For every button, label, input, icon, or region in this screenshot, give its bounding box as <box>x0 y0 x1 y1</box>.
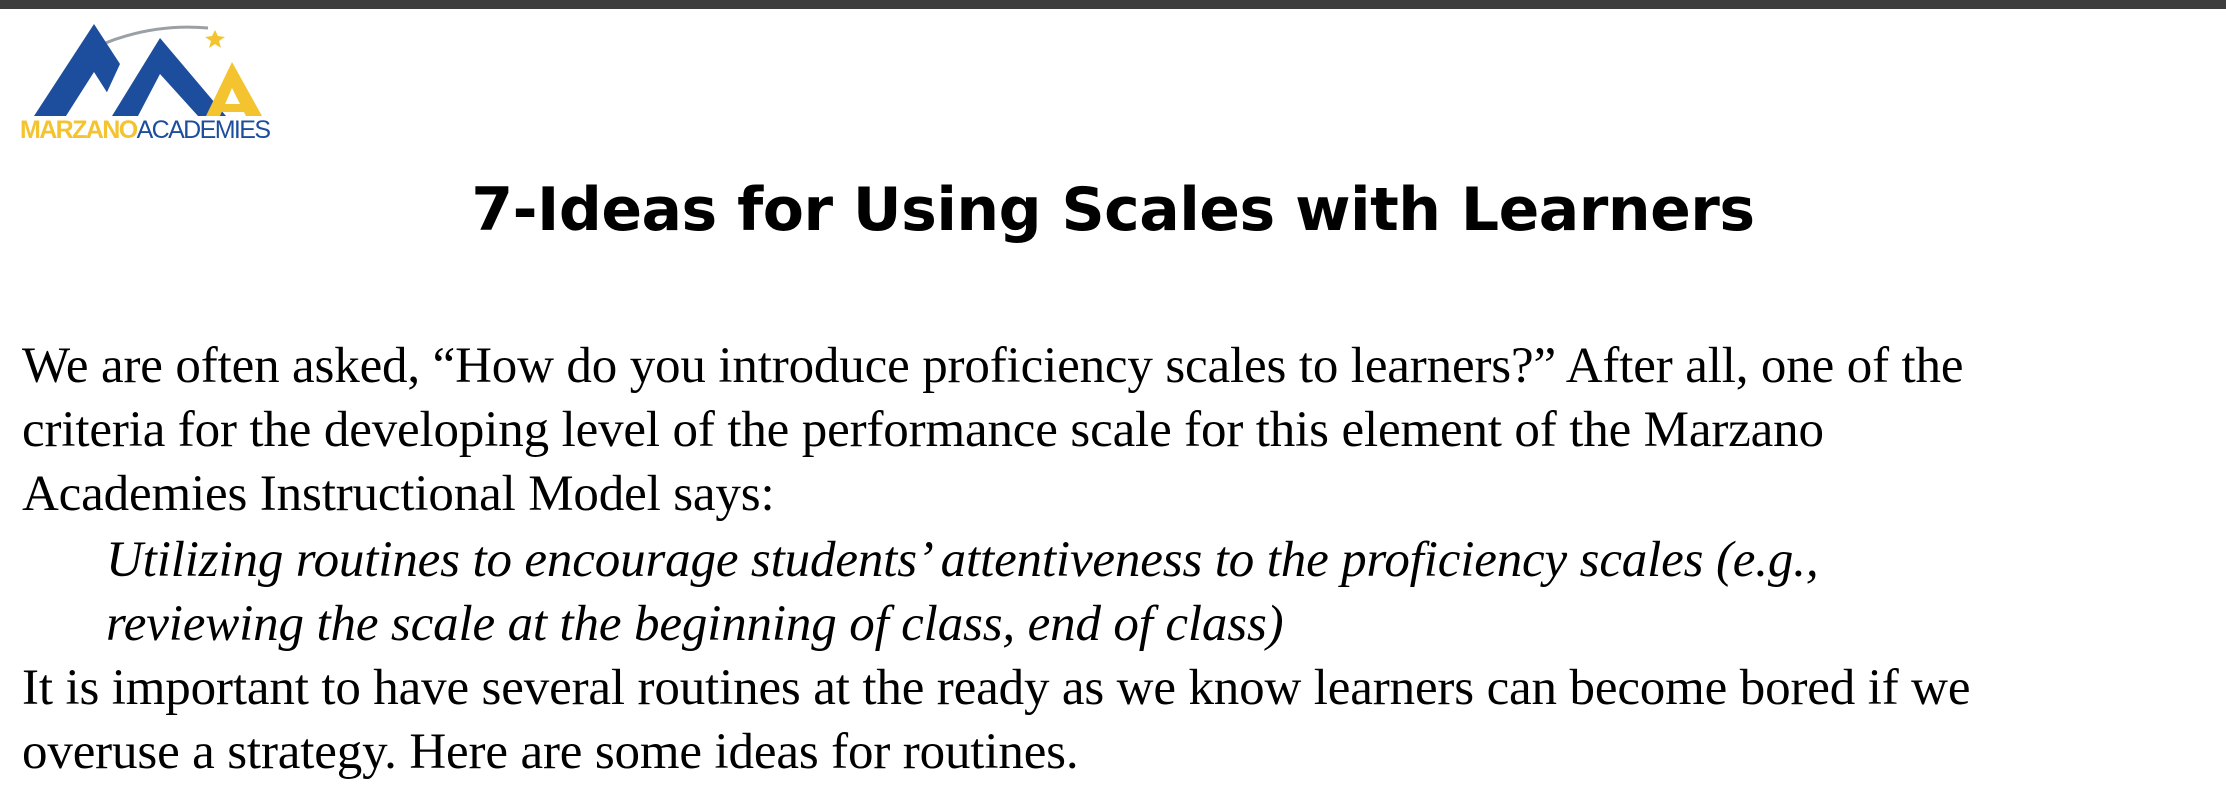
logo-wordmark <box>20 118 269 143</box>
logo-word-academies: ACADEMIES <box>136 116 270 144</box>
paragraph-line: We are often asked, “How do you introduce proficiency scales to learners?” After all, one of the <box>22 338 1964 394</box>
mountain-logo-icon <box>20 8 280 120</box>
logo-word-marzano: MARZANO <box>20 116 137 144</box>
quote-line: reviewing the scale at the beginning of class, end of class) <box>106 596 1284 652</box>
paragraph-line: criteria for the developing level of the performance scale for this element of the Marzano <box>22 402 1824 458</box>
window-top-bar <box>0 0 2226 9</box>
marzano-academies-logo <box>20 8 280 146</box>
paragraph-line: overuse a strategy. Here are some ideas for routines. <box>22 724 1079 780</box>
paragraph-line: It is important to have several routines at the ready as we know learners can become bored if we <box>22 660 1971 716</box>
routines-paragraph <box>22 656 2212 784</box>
quote-line: Utilizing routines to encourage students’ attentiveness to the proficiency scales (e.g., <box>106 532 1819 588</box>
intro-paragraph <box>22 334 2212 526</box>
page-title: 7-Ideas for Using Scales with Learners <box>471 175 1755 245</box>
paragraph-line: Academies Instructional Model says: <box>22 466 775 522</box>
block-quote <box>106 528 2206 656</box>
